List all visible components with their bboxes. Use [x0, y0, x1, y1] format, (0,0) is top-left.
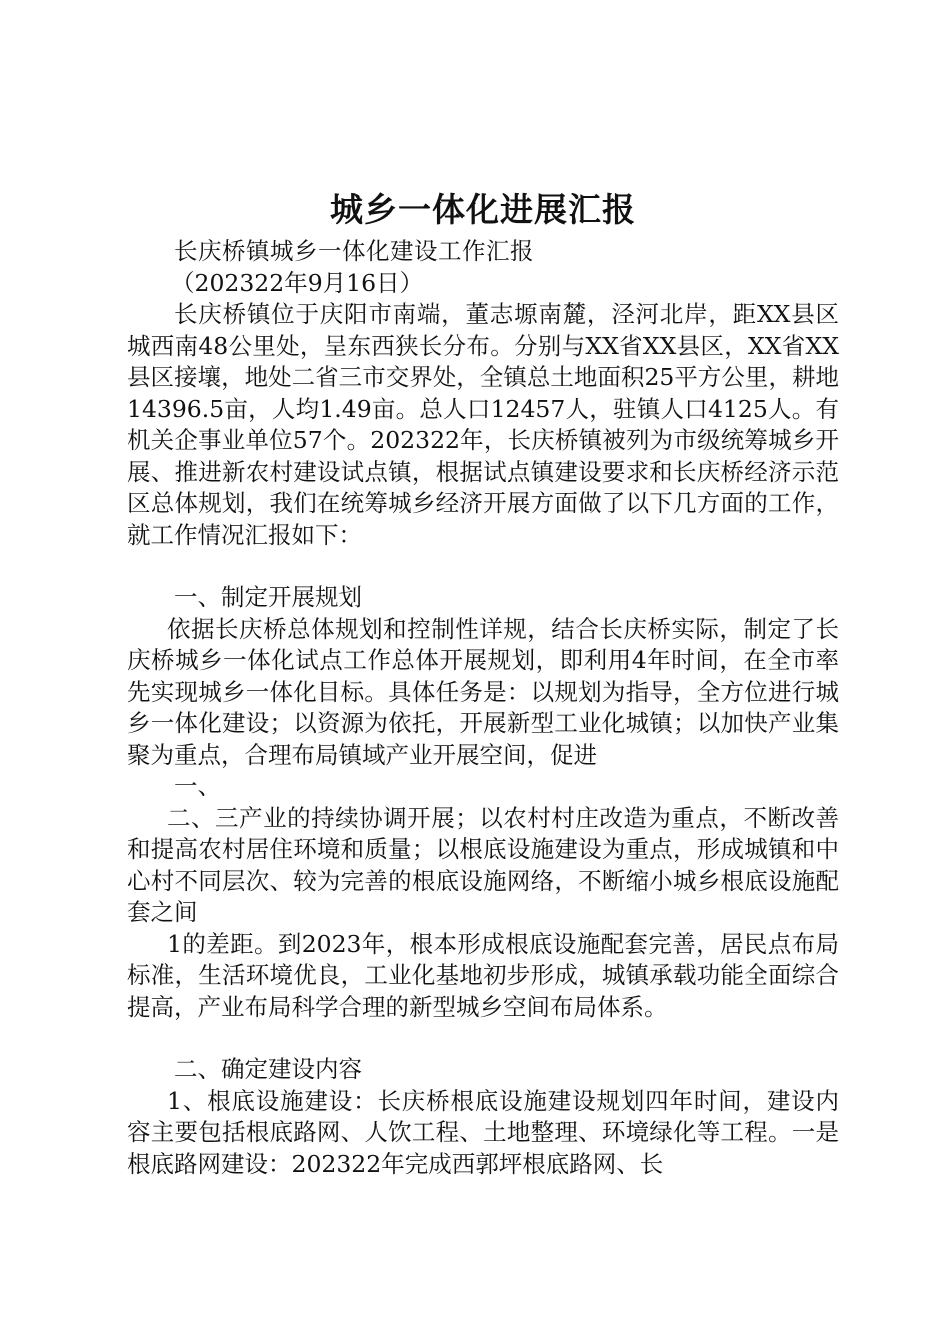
document-page — [127, 188, 839, 1180]
document-subtitle: 长庆桥镇城乡一体化建设工作汇报 — [174, 237, 534, 265]
infrastructure-paragraph: 1、根底设施建设：长庆桥根底设施建设规划四年时间，建设内容主要包括根底路网、人饮工程、土地整理、环境绿化等工程。一是根底路网建设：202322年完成西郭坪根底路网、长 — [127, 1086, 839, 1178]
fragment-line: 一、 — [174, 772, 221, 800]
goal-paragraph: 1的差距。到2023年，根本形成根底设施配套完善，居民点布局标准，生活环境优良，工业化基地初步形成，城镇承载功能全面综合提高，产业布局科学合理的新型城乡空间布局体系。 — [127, 929, 839, 1021]
document-date: （202322年9月16日） — [171, 268, 424, 297]
paragraph-gap — [127, 551, 839, 582]
industry-paragraph: 二、三产业的持续协调开展；以农村村庄改造为重点，不断改善和提高农村居住环境和质量；以根底设施建设为重点，形成城镇和中心村不同层次、较为完善的根底设施网络，不断缩小城乡根底设施配套之间 — [127, 803, 839, 926]
section-heading-content: 二、确定建设内容 — [174, 1055, 362, 1083]
section-heading-plan: 一、制定开展规划 — [174, 583, 362, 611]
plan-paragraph: 依据长庆桥总体规划和控制性详规，结合长庆桥实际，制定了长庆桥城乡一体化试点工作总体开展规划，即利用4年时间，在全市率先实现城乡一体化目标。具体任务是：以规划为指导，全方位进行城乡一体化建设；以资源为依托，开展新型工业化城镇；以加快产业集聚为重点，合理布局镇域产业开展空间，促进 — [127, 614, 839, 769]
paragraph-gap — [127, 1023, 839, 1054]
document-title: 城乡一体化进展汇报 — [330, 190, 636, 229]
intro-paragraph: 长庆桥镇位于庆阳市南端，董志塬南麓，泾河北岸，距XX县区城西南48公里处，呈东西狭长分布。分别与XX省XX县区，XX省XX县区接壤，地处二省三市交界处，全镇总土地面积25平方公里，耕地14396.5亩，人均1.49亩。总人口12457人，驻镇人口4125人。有机关企事业单位57个。202322年，长庆桥镇被列为市级统筹城乡开展、推进新农村建设试点镇，根据试点镇建设要求和长庆桥经济示范区总体规划，我们在统筹城乡经济开展方面做了以下几方面的工作，就工作情况汇报如下： — [127, 300, 839, 549]
